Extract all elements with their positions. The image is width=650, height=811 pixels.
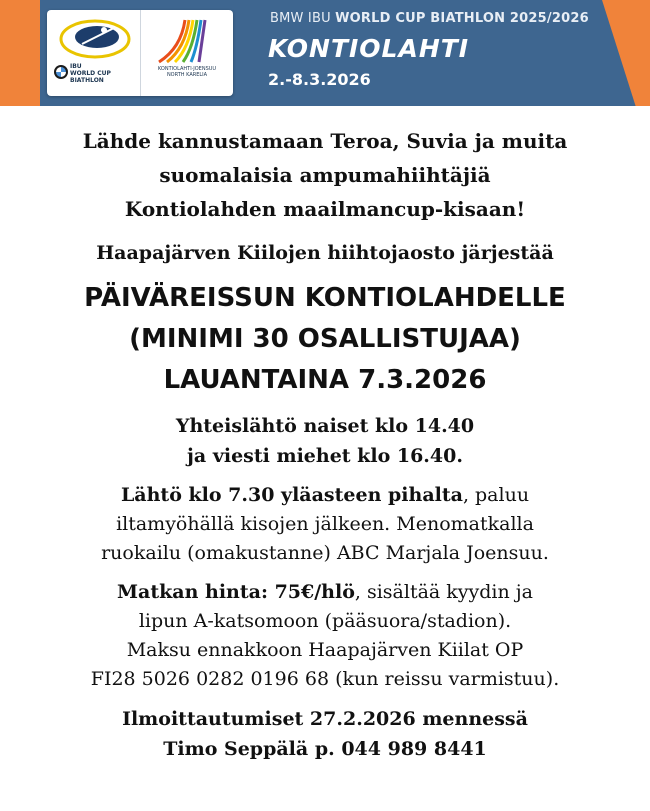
logo-divider [140,10,141,96]
registration-info: Ilmoittautumiset 27.2.2026 mennessä Timo Seppälä p. 044 989 8441 [122,708,528,760]
event-title: BMW IBU WORLD CUP BIATHLON 2025/2026 [270,11,589,26]
intro-paragraph: Lähde kannustamaan Teroa, Suvia ja muita suomalaisia ampumahiihtäjiä Kontiolahden maailmancup-kisaan! [82,129,568,221]
price-info: Matkan hinta: 75€/hlö, sisältää kyydin ja lipun A-katsomoon (pääsuora/stadion). Maksu ennakkoon Haapajärven Kiilat OP FI28 5026 0282 0196 68 (kun reissu varmistuu). [90,581,560,690]
departure-info: Lähtö klo 7.30 yläasteen pihalta, paluu iltamyöhällä kisojen jälkeen. Menomatkalla ruokailu (omakustanne) ABC Marjala Joensuu. [101,484,549,564]
orange-accent-left [0,0,40,106]
race-times: Yhteislähtö naiset klo 14.40 ja viesti miehet klo 16.40. [175,415,475,467]
north-karelia-logo-icon [155,18,219,64]
partner-logo-text: KONTIOLAHTI·JOENSUU NORTH KARELIA [157,66,217,78]
poster-content [0,124,650,764]
event-banner [0,0,650,106]
ibu-logo-icon [52,14,138,64]
event-dates: 2.-8.3.2026 [268,70,371,89]
bmw-logo-icon [53,64,69,80]
orange-accent-right [602,0,650,106]
trip-headline: PÄIVÄREISSUN KONTIOLAHDELLE (MINIMI 30 OSALLISTUJAA) LAUANTAINA 7.3.2026 [84,283,566,395]
organizer-line: Haapajärven Kiilojen hiihtojaosto järjestää [96,242,554,264]
ibu-logo-text: IBU WORLD CUP BIATHLON [70,63,111,84]
event-city: KONTIOLAHTI [268,34,470,63]
